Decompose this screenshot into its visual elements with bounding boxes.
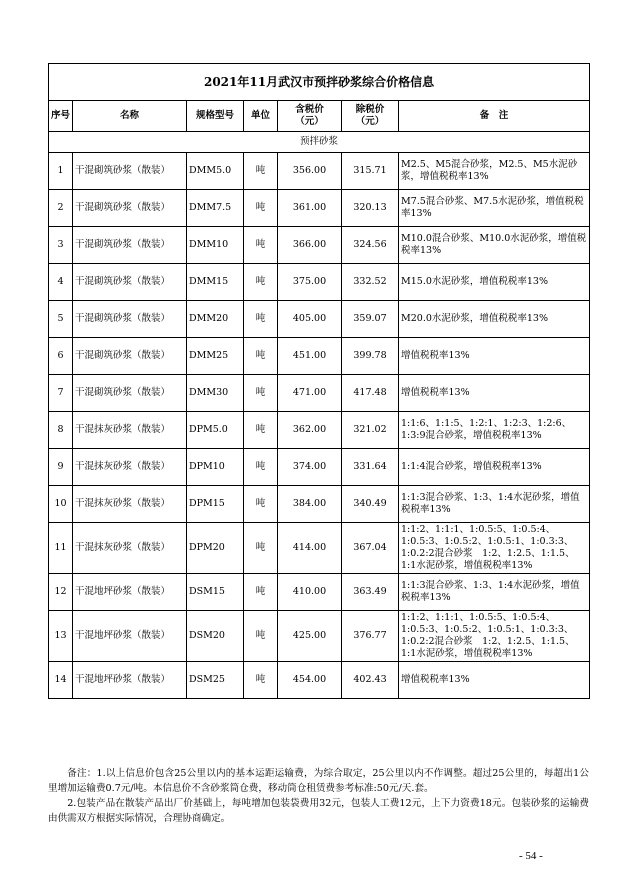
cell-name: 干混抹灰砂浆（散装）	[73, 486, 187, 523]
cell-spec: DMM5.0	[187, 153, 244, 190]
header-row	[49, 101, 590, 132]
cell-price-excl: 363.49	[342, 574, 399, 611]
cell-unit: 吨	[244, 662, 278, 699]
table-row	[49, 449, 590, 486]
cell-remark: 增值税税率13%	[399, 375, 590, 412]
cell-unit: 吨	[244, 523, 278, 574]
cell-name: 干混砌筑砂浆（散装）	[73, 190, 187, 227]
cell-price-excl: 315.71	[342, 153, 399, 190]
table-title: 2021年11月武汉市预拌砂浆综合价格信息	[49, 64, 590, 101]
cell-price-excl: 399.78	[342, 338, 399, 375]
cell-name: 干混砌筑砂浆（散装）	[73, 375, 187, 412]
cell-remark: 1:1:3混合砂浆、1:3、1:4水泥砂浆，增值税税率13%	[399, 486, 590, 523]
cell-price-incl: 471.00	[278, 375, 342, 412]
table-row	[49, 412, 590, 449]
cell-price-excl: 359.07	[342, 301, 399, 338]
cell-unit: 吨	[244, 486, 278, 523]
cell-spec: DPM5.0	[187, 412, 244, 449]
footnote-line-1: 备注：1.以上信息价包含25公里以内的基本运距运输费，为综合取定，25公里以内不作调整。超过25公里的，每超出1公里增加运输费0.7元/吨。本信息价不含砂浆筒仓费，移动筒仓租赁费参考标准:50元/天.套。	[48, 768, 589, 794]
price-table	[48, 63, 590, 699]
cell-unit: 吨	[244, 449, 278, 486]
cell-name: 干混砌筑砂浆（散装）	[73, 264, 187, 301]
cell-price-incl: 454.00	[278, 662, 342, 699]
header-seq: 序号	[49, 101, 73, 132]
table-row	[49, 227, 590, 264]
header-price-incl: 含税价 （元）	[278, 101, 342, 132]
cell-name: 干混抹灰砂浆（散装）	[73, 449, 187, 486]
header-name: 名称	[73, 101, 187, 132]
cell-name: 干混地坪砂浆（散装）	[73, 574, 187, 611]
cell-price-incl: 414.00	[278, 523, 342, 574]
header-unit: 单位	[244, 101, 278, 132]
cell-spec: DMM15	[187, 264, 244, 301]
cell-price-incl: 374.00	[278, 449, 342, 486]
cell-remark: M20.0水泥砂浆，增值税税率13%	[399, 301, 590, 338]
page-number: - 54 -	[519, 850, 543, 862]
cell-price-excl: 321.02	[342, 412, 399, 449]
cell-name: 干混地坪砂浆（散装）	[73, 611, 187, 662]
cell-price-excl: 324.56	[342, 227, 399, 264]
cell-price-incl: 366.00	[278, 227, 342, 264]
cell-unit: 吨	[244, 190, 278, 227]
cell-seq: 6	[49, 338, 73, 375]
table-row	[49, 486, 590, 523]
cell-spec: DMM30	[187, 375, 244, 412]
table-row	[49, 375, 590, 412]
cell-remark: M10.0混合砂浆、M10.0水泥砂浆，增值税税率13%	[399, 227, 590, 264]
cell-remark: 1:1:2、1:1:1、1:0.5:5、1:0.5:4、1:0.5:3、1:0.5:2、1:0.5:1、1:0.3:3、1:0.2:2混合砂浆 1:2、1:2.5、1:1.5、1:1水泥砂浆，增值税税率13%	[399, 611, 590, 662]
cell-remark: 增值税税率13%	[399, 338, 590, 375]
cell-remark: 1:1:4混合砂浆，增值税税率13%	[399, 449, 590, 486]
cell-spec: DMM25	[187, 338, 244, 375]
cell-seq: 9	[49, 449, 73, 486]
footnote	[48, 766, 589, 826]
table-row	[49, 662, 590, 699]
cell-price-excl: 320.13	[342, 190, 399, 227]
cell-seq: 4	[49, 264, 73, 301]
cell-price-excl: 402.43	[342, 662, 399, 699]
table-row	[49, 611, 590, 662]
cell-unit: 吨	[244, 611, 278, 662]
cell-name: 干混抹灰砂浆（散装）	[73, 412, 187, 449]
cell-price-incl: 362.00	[278, 412, 342, 449]
cell-unit: 吨	[244, 301, 278, 338]
cell-price-incl: 410.00	[278, 574, 342, 611]
header-spec: 规格型号	[187, 101, 244, 132]
cell-price-incl: 405.00	[278, 301, 342, 338]
cell-seq: 10	[49, 486, 73, 523]
cell-spec: DSM20	[187, 611, 244, 662]
cell-price-incl: 451.00	[278, 338, 342, 375]
cell-seq: 8	[49, 412, 73, 449]
cell-seq: 2	[49, 190, 73, 227]
cell-name: 干混砌筑砂浆（散装）	[73, 227, 187, 264]
cell-price-excl: 340.49	[342, 486, 399, 523]
cell-seq: 11	[49, 523, 73, 574]
cell-spec: DPM20	[187, 523, 244, 574]
cell-remark: 1:1:6、1:1:5、1:2:1、1:2:3、1:2:6、1:3:9混合砂浆，增值税税率13%	[399, 412, 590, 449]
section-label: 预拌砂浆	[49, 132, 590, 153]
table-row	[49, 574, 590, 611]
cell-unit: 吨	[244, 338, 278, 375]
cell-spec: DPM10	[187, 449, 244, 486]
cell-name: 干混抹灰砂浆（散装）	[73, 523, 187, 574]
cell-name: 干混地坪砂浆（散装）	[73, 662, 187, 699]
cell-remark: M15.0水泥砂浆，增值税税率13%	[399, 264, 590, 301]
cell-name: 干混砌筑砂浆（散装）	[73, 338, 187, 375]
table-row	[49, 264, 590, 301]
table-row	[49, 153, 590, 190]
cell-unit: 吨	[244, 264, 278, 301]
cell-spec: DMM10	[187, 227, 244, 264]
cell-seq: 7	[49, 375, 73, 412]
cell-price-incl: 356.00	[278, 153, 342, 190]
cell-price-excl: 367.04	[342, 523, 399, 574]
table-row	[49, 301, 590, 338]
cell-price-incl: 384.00	[278, 486, 342, 523]
cell-unit: 吨	[244, 153, 278, 190]
cell-spec: DMM7.5	[187, 190, 244, 227]
cell-price-excl: 332.52	[342, 264, 399, 301]
section-row	[49, 132, 590, 153]
cell-seq: 5	[49, 301, 73, 338]
cell-price-excl: 376.77	[342, 611, 399, 662]
cell-name: 干混砌筑砂浆（散装）	[73, 153, 187, 190]
cell-price-excl: 417.48	[342, 375, 399, 412]
table-row	[49, 190, 590, 227]
cell-price-incl: 361.00	[278, 190, 342, 227]
cell-unit: 吨	[244, 574, 278, 611]
cell-seq: 12	[49, 574, 73, 611]
header-price-excl: 除税价 （元）	[342, 101, 399, 132]
cell-remark: 增值税税率13%	[399, 662, 590, 699]
cell-seq: 3	[49, 227, 73, 264]
cell-seq: 1	[49, 153, 73, 190]
cell-spec: DSM25	[187, 662, 244, 699]
cell-price-incl: 375.00	[278, 264, 342, 301]
footnote-line-2: 2.包装产品在散装产品出厂价基础上，每吨增加包装袋费用32元，包装人工费12元，上下力资费18元。包装砂浆的运输费由供需双方根据实际情况，合理协商确定。	[48, 798, 589, 824]
cell-unit: 吨	[244, 375, 278, 412]
cell-price-incl: 425.00	[278, 611, 342, 662]
cell-remark: M2.5、M5混合砂浆，M2.5、M5水泥砂浆，增值税税率13%	[399, 153, 590, 190]
cell-price-excl: 331.64	[342, 449, 399, 486]
table-row	[49, 523, 590, 574]
header-remark: 备 注	[399, 101, 590, 132]
cell-unit: 吨	[244, 412, 278, 449]
cell-spec: DPM15	[187, 486, 244, 523]
cell-unit: 吨	[244, 227, 278, 264]
cell-remark: M7.5混合砂浆、M7.5水泥砂浆，增值税税率13%	[399, 190, 590, 227]
cell-name: 干混砌筑砂浆（散装）	[73, 301, 187, 338]
cell-spec: DSM15	[187, 574, 244, 611]
table-row	[49, 338, 590, 375]
cell-remark: 1:1:2、1:1:1、1:0.5:5、1:0.5:4、1:0.5:3、1:0.5:2、1:0.5:1、1:0.3:3、1:0.2:2混合砂浆 1:2、1:2.5、1:1.5、1:1水泥砂浆，增值税税率13%	[399, 523, 590, 574]
cell-spec: DMM20	[187, 301, 244, 338]
cell-remark: 1:1:3混合砂浆、1:3、1:4水泥砂浆，增值税税率13%	[399, 574, 590, 611]
cell-seq: 14	[49, 662, 73, 699]
cell-seq: 13	[49, 611, 73, 662]
